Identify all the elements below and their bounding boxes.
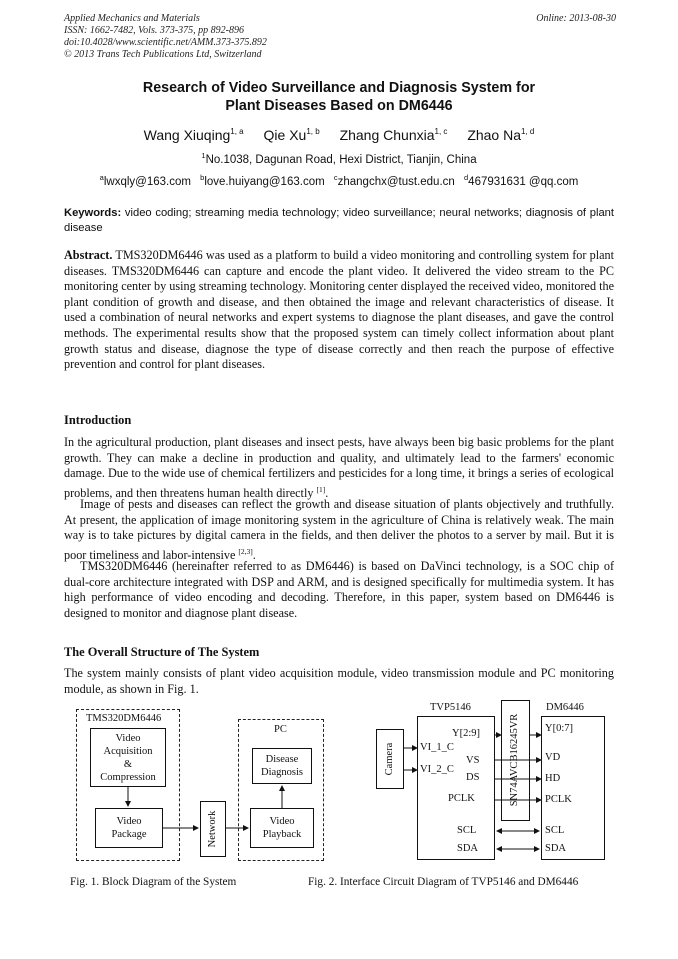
online-date: Online: 2013-08-30	[536, 13, 616, 24]
author: Zhao Na$^{1, d}$	[467, 127, 535, 143]
network-label: Network	[207, 810, 218, 848]
affiliation: $^1$No.1038, Dagunan Road, Hexi District, Tianjin, China	[201, 151, 477, 166]
intro-paragraph-3: TMS320DM6446 (hereinafter referred to as DM6446) is based on DaVinci technology, is a SOC chip of dual-core architecture integrated with DSP and ARM, and is designed specifically for multimedia system. It has high performance of video encoding and decoding. Therefore, in this paper, system based on DM6446 is designed to monitor and diagnose plant disease.	[64, 559, 614, 620]
pin-dm-sda: SDA	[545, 843, 567, 854]
email[interactable]: $^d$467931631 @qq.com	[464, 173, 579, 188]
pin-tvp-scl: SCL	[457, 825, 477, 836]
issn: ISSN: 1662-7482, Vols. 373-375, pp 892-896	[64, 25, 244, 36]
tvp5146-label: TVP5146	[430, 702, 471, 713]
keywords-text: video coding; streaming media technology; video surveillance; neural networks; diagnosis of plant disease	[64, 207, 614, 234]
video-playback-block: Video Playback	[250, 808, 314, 848]
camera-label: Camera	[384, 742, 395, 776]
journal-name: Applied Mechanics and Materials	[64, 13, 200, 24]
intro-paragraph-2: Image of pests and diseases can reflect the growth and disease situation of plants objectively and truthfully. At present, the application of image monitoring system in the agriculture of China is relatively weak. The main way is to take pictures by digital camera in the fields, and then deliver the photos to a server by mail. But it is poor timeliness and labor-intensive [2,3].	[64, 497, 614, 562]
copyright: © 2013 Trans Tech Publications Ltd, Switzerland	[64, 49, 262, 60]
author: Wang Xiuqing$^{1, a}$	[143, 127, 244, 143]
title-line-1: Research of Video Surveillance and Diagnosis System for	[142, 80, 536, 96]
dm6446-label: DM6446	[546, 702, 584, 713]
email[interactable]: $^a$lwxqly@163.com	[99, 173, 191, 188]
overall-paragraph-1: The system mainly consists of plant video acquisition module, video transmission module and PC monitoring module, as shown in Fig. 1.	[64, 666, 614, 696]
citation[interactable]: [2,3]	[238, 546, 253, 556]
disease-diagnosis-block: Disease Diagnosis	[252, 748, 312, 784]
video-package-block: Video Package	[95, 808, 163, 848]
email[interactable]: $^c$zhangchx@tust.edu.cn	[333, 173, 455, 188]
email[interactable]: $^b$love.huiyang@163.com	[200, 173, 325, 188]
keywords-label: Keywords:	[64, 207, 122, 219]
pin-tvp-y: Y[2:9]	[452, 728, 480, 739]
figure-1-caption: Fig. 1. Block Diagram of the System	[70, 876, 237, 888]
pin-dm-scl: SCL	[545, 825, 565, 836]
pin-vi2: VI_2_C	[420, 764, 454, 775]
pin-ds: DS	[466, 772, 480, 783]
author: Zhang Chunxia$^{1, c}$	[339, 127, 448, 143]
pin-vi1: VI_1_C	[420, 742, 454, 753]
section-heading-introduction: Introduction	[64, 413, 132, 427]
pin-vd: VD	[545, 752, 561, 763]
dsp-module-label: TMS320DM6446	[86, 713, 162, 724]
doi[interactable]: doi:10.4028/www.scientific.net/AMM.373-375.892	[64, 37, 267, 48]
video-acquisition-block: Video Acquisition & Compression	[90, 728, 166, 787]
section-heading-overall-structure: The Overall Structure of The System	[64, 645, 260, 659]
author: Qie Xu$^{1, b}$	[263, 127, 320, 143]
pc-module-label: PC	[274, 724, 287, 735]
abstract-text: TMS320DM6446 was used as a platform to build a video monitoring and controlling system for plant diseases. TMS320DM6446 can capture and encode the plant video. It delivered the video stream to the PC monitoring center by using streaming technology. Monitoring center displayed the received video, monitored the plant condition of growth and disease, and then obtained the image and relevant characteristics of disease. It used a combination of neural networks and expert systems to diagnose the plant diseases, and gave the control methods. The experimental results show that the proposed system can timely collect information about plant growth status and disease, diagnose the type of disease correctly and then reach the purpose of effective prevention and control for plant diseases.	[64, 248, 615, 372]
buffer-chip-label: SN74AVCB16245VR	[509, 713, 520, 807]
pin-tvp-pclk: PCLK	[448, 793, 475, 804]
citation[interactable]: [1]	[316, 484, 326, 494]
pin-tvp-sda: SDA	[457, 843, 479, 854]
title-line-2: Plant Diseases Based on DM6446	[225, 98, 453, 114]
abstract-label: Abstract.	[64, 248, 113, 262]
figure-2-caption: Fig. 2. Interface Circuit Diagram of TVP5146 and DM6446	[308, 876, 579, 888]
intro-paragraph-1: In the agricultural production, plant diseases and insect pests, have always been big basic problems for the plant growth. They can make a decline in production and quality, and ultimately lead to the farmers' economic damage. Due to the wide use of chemical fertilizers and pesticides for a long time, it brings a series of ecological problems, and then threatens human health directly [1].	[64, 435, 614, 500]
pin-dm-y: Y[0:7]	[545, 723, 573, 734]
pin-hd: HD	[545, 773, 561, 784]
pin-dm-pclk: PCLK	[545, 794, 572, 805]
pin-vs: VS	[466, 755, 480, 766]
